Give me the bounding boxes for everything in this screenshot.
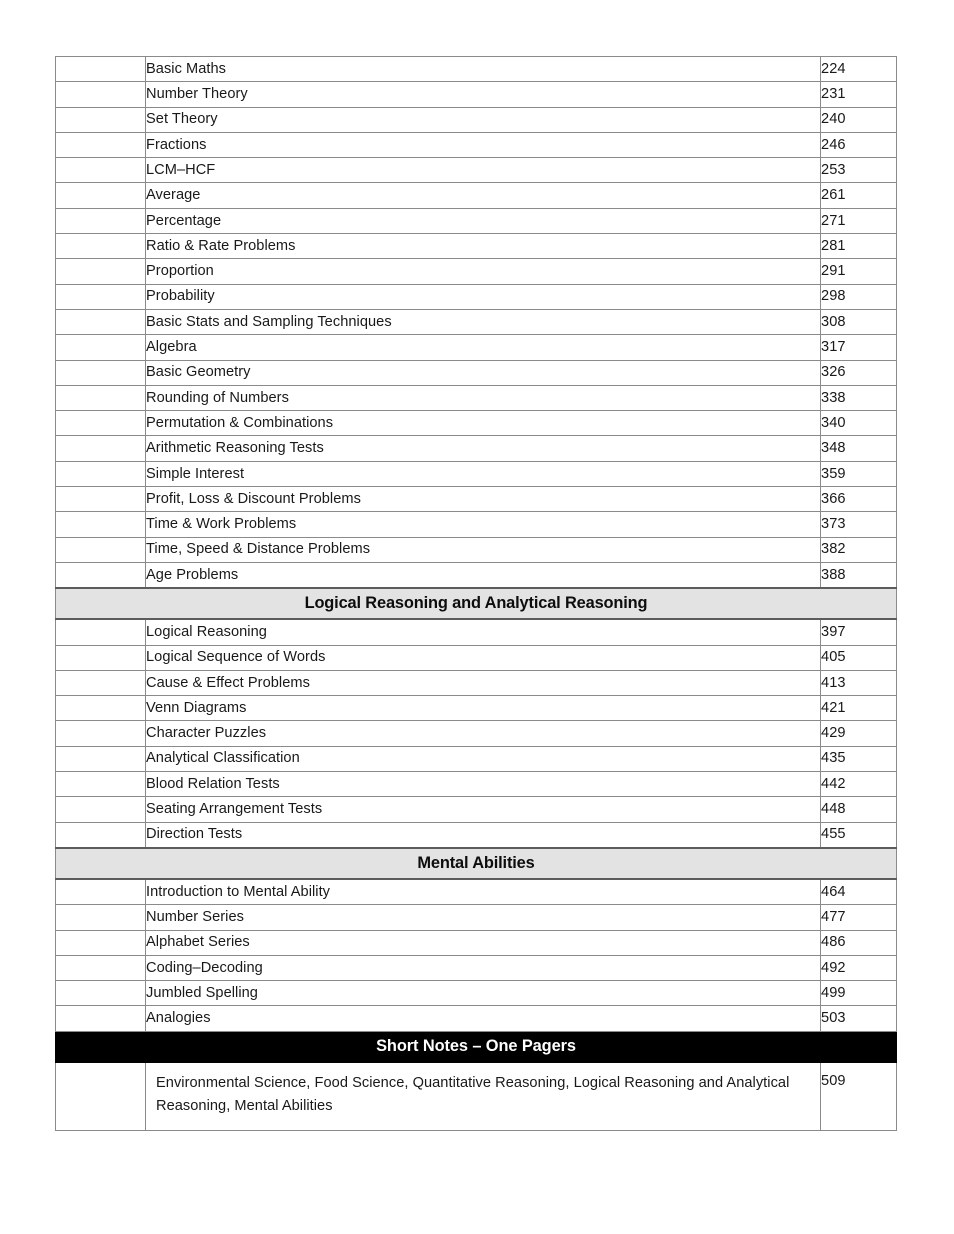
row-marker-cell <box>56 309 146 334</box>
toc-table <box>55 56 897 1131</box>
row-marker-cell <box>56 411 146 436</box>
table-row[interactable] <box>56 385 897 410</box>
table-row[interactable] <box>56 436 897 461</box>
toc-entry-page-number[interactable]: 308 <box>821 309 897 334</box>
table-row[interactable] <box>56 981 897 1006</box>
table-row[interactable] <box>56 411 897 436</box>
toc-entry-title[interactable]: Basic Geometry <box>146 360 821 385</box>
row-marker-cell <box>56 670 146 695</box>
toc-entry-title[interactable]: Logical Sequence of Words <box>146 645 821 670</box>
toc-entry-page-number[interactable]: 499 <box>821 981 897 1006</box>
toc-entry-title[interactable]: LCM–HCF <box>146 158 821 183</box>
toc-entry-page-number[interactable]: 326 <box>821 360 897 385</box>
toc-entry-title[interactable]: Basic Maths <box>146 57 821 82</box>
table-row[interactable] <box>56 562 897 588</box>
toc-entry-title[interactable]: Jumbled Spelling <box>146 981 821 1006</box>
toc-entry-page-number[interactable]: 397 <box>821 619 897 645</box>
toc-entry-page-number[interactable]: 388 <box>821 562 897 588</box>
row-marker-cell <box>56 1062 146 1130</box>
toc-entry-title[interactable]: Probability <box>146 284 821 309</box>
table-row[interactable] <box>56 57 897 82</box>
row-marker-cell <box>56 158 146 183</box>
table-row[interactable] <box>56 183 897 208</box>
row-marker-cell <box>56 436 146 461</box>
row-marker-cell <box>56 721 146 746</box>
row-marker-cell <box>56 619 146 645</box>
toc-entry-page-number[interactable]: 435 <box>821 746 897 771</box>
toc-entry-page-number[interactable]: 340 <box>821 411 897 436</box>
toc-entry-page-number[interactable]: 382 <box>821 537 897 562</box>
section-header-label: Mental Abilities <box>56 848 897 879</box>
row-marker-cell <box>56 746 146 771</box>
toc-entry-page-number[interactable]: 366 <box>821 487 897 512</box>
toc-entry-title[interactable]: Number Series <box>146 905 821 930</box>
table-row[interactable] <box>56 822 897 848</box>
toc-entry-page-number[interactable]: 509 <box>821 1062 897 1130</box>
toc-entry-title[interactable]: Proportion <box>146 259 821 284</box>
row-marker-cell <box>56 183 146 208</box>
row-marker-cell <box>56 537 146 562</box>
toc-entry-page-number[interactable]: 231 <box>821 82 897 107</box>
toc-section-header <box>56 588 897 619</box>
toc-entry-page-number[interactable]: 359 <box>821 461 897 486</box>
toc-entry-page-number[interactable]: 413 <box>821 670 897 695</box>
table-of-contents <box>55 56 896 1131</box>
row-marker-cell <box>56 234 146 259</box>
table-row[interactable] <box>56 284 897 309</box>
toc-entry-title[interactable]: Time & Work Problems <box>146 512 821 537</box>
toc-entry-title[interactable]: Coding–Decoding <box>146 955 821 980</box>
toc-entry-title[interactable]: Simple Interest <box>146 461 821 486</box>
table-row[interactable] <box>56 461 897 486</box>
table-row[interactable] <box>56 955 897 980</box>
toc-entry-title[interactable]: Profit, Loss & Discount Problems <box>146 487 821 512</box>
row-marker-cell <box>56 259 146 284</box>
toc-entry-page-number[interactable]: 455 <box>821 822 897 848</box>
toc-entry-page-number[interactable]: 240 <box>821 107 897 132</box>
toc-entry-page-number[interactable]: 317 <box>821 335 897 360</box>
table-row[interactable] <box>56 797 897 822</box>
table-row[interactable] <box>56 696 897 721</box>
row-marker-cell <box>56 562 146 588</box>
table-row[interactable] <box>56 82 897 107</box>
table-row[interactable] <box>56 721 897 746</box>
row-marker-cell <box>56 461 146 486</box>
toc-entry-page-number[interactable]: 246 <box>821 132 897 157</box>
toc-entry-title[interactable]: Alphabet Series <box>146 930 821 955</box>
row-marker-cell <box>56 57 146 82</box>
table-row[interactable] <box>56 670 897 695</box>
toc-entry-page-number[interactable]: 421 <box>821 696 897 721</box>
toc-entry-page-number[interactable]: 503 <box>821 1006 897 1031</box>
table-row[interactable] <box>56 360 897 385</box>
toc-entry-title[interactable]: Environmental Science, Food Science, Quantitative Reasoning, Logical Reasoning and Analytical Reasoning, Mental Abilities <box>146 1062 821 1130</box>
row-marker-cell <box>56 487 146 512</box>
row-marker-cell <box>56 335 146 360</box>
table-row[interactable] <box>56 879 897 905</box>
toc-entry-page-number[interactable]: 261 <box>821 183 897 208</box>
table-row[interactable] <box>56 107 897 132</box>
row-marker-cell <box>56 905 146 930</box>
toc-entry-title[interactable]: Arithmetic Reasoning Tests <box>146 436 821 461</box>
table-row[interactable] <box>56 234 897 259</box>
row-marker-cell <box>56 772 146 797</box>
toc-entry-page-number[interactable]: 348 <box>821 436 897 461</box>
section-header-label: Logical Reasoning and Analytical Reasoning <box>56 588 897 619</box>
toc-entry-title[interactable]: Time, Speed & Distance Problems <box>146 537 821 562</box>
table-row[interactable] <box>56 746 897 771</box>
toc-entry-page-number[interactable]: 429 <box>821 721 897 746</box>
row-marker-cell <box>56 1006 146 1031</box>
row-marker-cell <box>56 284 146 309</box>
toc-entry-title[interactable]: Fractions <box>146 132 821 157</box>
row-marker-cell <box>56 696 146 721</box>
toc-entry-title[interactable]: Analytical Classification <box>146 746 821 771</box>
table-row[interactable] <box>56 1062 897 1130</box>
row-marker-cell <box>56 797 146 822</box>
toc-entry-page-number[interactable]: 477 <box>821 905 897 930</box>
toc-entry-title[interactable]: Character Puzzles <box>146 721 821 746</box>
toc-entry-page-number[interactable]: 486 <box>821 930 897 955</box>
toc-entry-page-number[interactable]: 338 <box>821 385 897 410</box>
table-row[interactable] <box>56 772 897 797</box>
table-row[interactable] <box>56 619 897 645</box>
toc-entry-title[interactable]: Rounding of Numbers <box>146 385 821 410</box>
row-marker-cell <box>56 645 146 670</box>
table-row[interactable] <box>56 645 897 670</box>
toc-entry-title[interactable]: Logical Reasoning <box>146 619 821 645</box>
table-row[interactable] <box>56 309 897 334</box>
table-row[interactable] <box>56 158 897 183</box>
toc-entry-title[interactable]: Age Problems <box>146 562 821 588</box>
toc-entry-title[interactable]: Introduction to Mental Ability <box>146 879 821 905</box>
toc-entry-title[interactable]: Analogies <box>146 1006 821 1031</box>
section-header-label: Short Notes – One Pagers <box>56 1031 897 1062</box>
toc-entry-page-number[interactable]: 281 <box>821 234 897 259</box>
row-marker-cell <box>56 132 146 157</box>
toc-entry-page-number[interactable]: 224 <box>821 57 897 82</box>
table-row[interactable] <box>56 1006 897 1031</box>
row-marker-cell <box>56 955 146 980</box>
toc-entry-page-number[interactable]: 448 <box>821 797 897 822</box>
toc-entry-page-number[interactable]: 464 <box>821 879 897 905</box>
row-marker-cell <box>56 879 146 905</box>
table-row[interactable] <box>56 537 897 562</box>
row-marker-cell <box>56 360 146 385</box>
toc-entry-page-number[interactable]: 492 <box>821 955 897 980</box>
toc-entry-title[interactable]: Set Theory <box>146 107 821 132</box>
table-row[interactable] <box>56 259 897 284</box>
row-marker-cell <box>56 208 146 233</box>
toc-entry-title[interactable]: Blood Relation Tests <box>146 772 821 797</box>
toc-entry-title[interactable]: Basic Stats and Sampling Techniques <box>146 309 821 334</box>
table-row[interactable] <box>56 132 897 157</box>
row-marker-cell <box>56 107 146 132</box>
toc-entry-page-number[interactable]: 298 <box>821 284 897 309</box>
row-marker-cell <box>56 82 146 107</box>
toc-entry-page-number[interactable]: 291 <box>821 259 897 284</box>
toc-entry-page-number[interactable]: 442 <box>821 772 897 797</box>
toc-entry-title[interactable]: Algebra <box>146 335 821 360</box>
row-marker-cell <box>56 512 146 537</box>
toc-section-header <box>56 1031 897 1062</box>
row-marker-cell <box>56 981 146 1006</box>
toc-entry-page-number[interactable]: 271 <box>821 208 897 233</box>
toc-entry-page-number[interactable]: 373 <box>821 512 897 537</box>
table-row[interactable] <box>56 487 897 512</box>
table-row[interactable] <box>56 208 897 233</box>
table-row[interactable] <box>56 905 897 930</box>
row-marker-cell <box>56 930 146 955</box>
toc-entry-page-number[interactable]: 405 <box>821 645 897 670</box>
row-marker-cell <box>56 822 146 848</box>
table-row[interactable] <box>56 335 897 360</box>
toc-entry-title[interactable]: Average <box>146 183 821 208</box>
table-row[interactable] <box>56 512 897 537</box>
toc-entry-title[interactable]: Number Theory <box>146 82 821 107</box>
toc-entry-title[interactable]: Cause & Effect Problems <box>146 670 821 695</box>
row-marker-cell <box>56 385 146 410</box>
table-row[interactable] <box>56 930 897 955</box>
toc-entry-title[interactable]: Direction Tests <box>146 822 821 848</box>
toc-entry-page-number[interactable]: 253 <box>821 158 897 183</box>
toc-entry-title[interactable]: Percentage <box>146 208 821 233</box>
toc-entry-title[interactable]: Venn Diagrams <box>146 696 821 721</box>
toc-section-header <box>56 848 897 879</box>
toc-entry-title[interactable]: Ratio & Rate Problems <box>146 234 821 259</box>
toc-entry-title[interactable]: Permutation & Combinations <box>146 411 821 436</box>
toc-entry-title[interactable]: Seating Arrangement Tests <box>146 797 821 822</box>
